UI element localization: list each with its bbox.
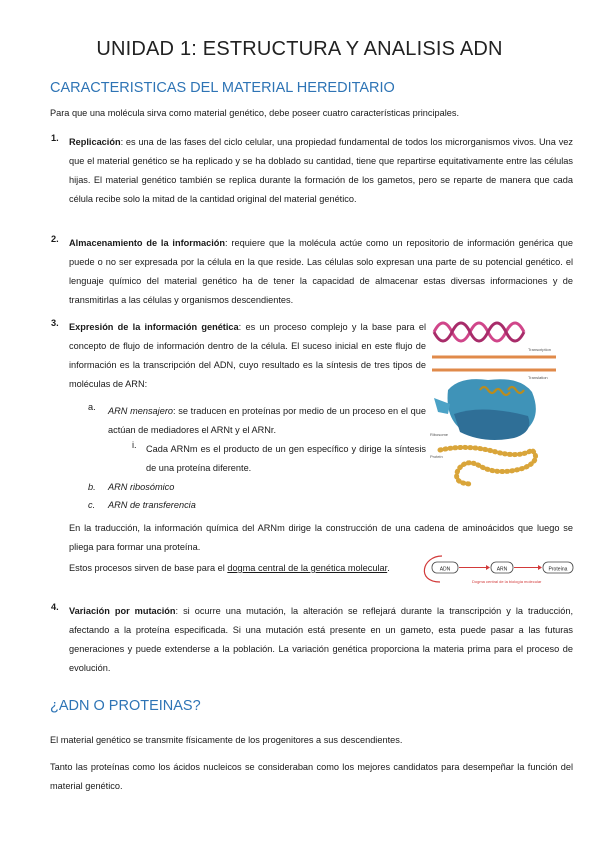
section2-paragraph-1: El material genético se transmite físicamente de los progenitores a sus descendientes.	[50, 735, 403, 745]
sub-c-label: c.	[88, 500, 96, 510]
traduccion-paragraph: En la traducción, la información química del ARNm dirige la construcción de una cadena de aminoácidos que luego se pliega para formar una proteína.	[69, 523, 573, 552]
translation-arrowhead	[538, 565, 542, 570]
sub-i-text: Cada ARNm es el producto de un gen específico y dirige la síntesis de una proteína diferente.	[146, 444, 426, 473]
protein-chain	[440, 447, 536, 484]
label-transcription: Transcription	[528, 347, 551, 352]
section-heading-material-hereditario: CARACTERISTICAS DEL MATERIAL HEREDITARIO	[50, 80, 395, 96]
item-text-almacenamiento: : requiere que la molécula actúe como un repositorio de información genérica que puede o no ser expresada por la célula en la que reside. Las células solo expresan una parte de su potencial genético. el lenguaje químico del material genético ha de tener la capacidad de almacenar estas diversas informaciones y de transmitirlas a las células y organismos descendientes.	[69, 238, 573, 305]
node-arn-label: ARN	[496, 566, 508, 573]
sub-b-arn-ribosomico: ARN ribosómico	[108, 482, 175, 492]
item-number-1: 1.	[51, 133, 59, 143]
sub-a-arn-mensajero	[108, 402, 426, 440]
item-replicacion	[69, 133, 573, 209]
label-translation: Translation	[528, 375, 548, 380]
procesos-paragraph	[69, 559, 409, 578]
item-number-4: 4.	[51, 602, 59, 612]
item-text-variacion: : si ocurre una mutación, la alteración se reflejará durante la transcripción y la traducción, afectando a la proteína especificada. Si una mutación está presente en un gameto, esta puede pasar a las futuras generaciones y puede extenderse a la población. La variación genética proporciona la materia prima para el proceso de evolución.	[69, 606, 573, 673]
sub-c-arn-transferencia: ARN de transferencia	[108, 500, 196, 510]
item-number-2: 2.	[51, 234, 59, 244]
procesos-suffix: .	[387, 563, 390, 573]
item-term-replicacion: Replicación	[69, 137, 121, 147]
item-term-variacion: Variación por mutación	[69, 606, 176, 616]
node-adn-label: ADN	[439, 566, 451, 573]
dogma-central-link[interactable]: dogma central de la genética molecular	[227, 563, 388, 573]
item-text-replicacion: : es una de las fases del ciclo celular, una propiedad fundamental de todos los microrganismos vivos. Una vez que el material genético se ha replicado y se ha doblado su cantidad, tiene que repartirse equitativamente entre las células hijas. El material genético también se replica durante la formación de los gametos, pero se reparte de manera que cada célula recibe solo la mitad de la cantidad original del material genético.	[69, 137, 573, 204]
item-term-almacenamiento: Almacenamiento de la información	[69, 238, 226, 248]
central-dogma-diagram	[412, 552, 575, 586]
ribosome-translation-illustration	[428, 318, 560, 490]
node-proteina-label: Proteína	[548, 566, 568, 573]
label-ribosome: Ribosome	[430, 432, 449, 437]
sub-a-term: ARN mensajero	[108, 406, 173, 416]
intro-paragraph: Para que una molécula sirva como material genético, debe poseer cuatro características principales.	[50, 108, 460, 118]
sub-a-label: a.	[88, 402, 96, 412]
item-text-expresion: : es un proceso complejo y la base para el concepto de flujo de información dentro de la célula. El suceso inicial en este flujo de información es la transcripción del ADN, cuyo resultado es la síntesis de tres tipos de moléculas de ARN:	[69, 322, 427, 389]
sub-i-label: i.	[132, 440, 137, 450]
item-number-3: 3.	[51, 318, 59, 328]
item-variacion	[69, 602, 573, 678]
procesos-prefix: Estos procesos sirven de base para el	[69, 563, 228, 573]
item-almacenamiento	[69, 234, 573, 310]
page-title: UNIDAD 1: ESTRUCTURA Y ANALISIS ADN	[96, 38, 503, 60]
item-expresion	[69, 318, 426, 394]
transcription-arrowhead	[486, 565, 490, 570]
section-heading-adn-proteinas: ¿ADN O PROTEINAS?	[50, 698, 201, 714]
section2-paragraph-2: Tanto las proteínas como los ácidos nucleicos se consideraban como los mejores candidatos para desempeñar la función del material genético.	[50, 762, 573, 791]
ribosome-small-subunit	[454, 409, 529, 440]
label-protein: Protein	[430, 454, 443, 459]
sub-b-label: b.	[88, 482, 96, 492]
sub-a-text: : se traducen en proteínas por medio de un proceso en el que actúan de mediadores el ARNt y el ARNr.	[108, 406, 426, 435]
dogma-caption: Dogma central de la biología molecular	[472, 579, 542, 584]
item-term-expresion: Expresión de la información genética	[69, 322, 239, 332]
